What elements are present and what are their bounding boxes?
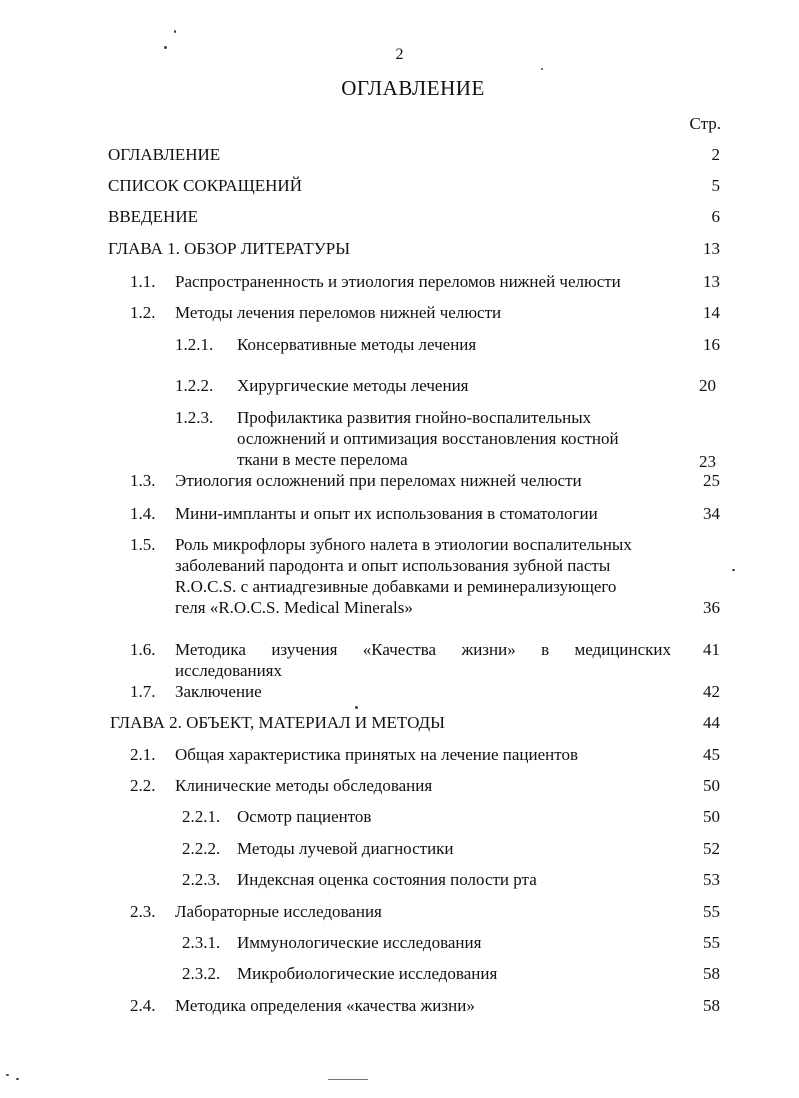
scan-speck [6,1074,9,1076]
toc-entry-title: ГЛАВА 2. ОБЪЕКТ, МАТЕРИАЛ И МЕТОДЫ [110,713,445,732]
toc-entry-page: 16 [703,335,720,354]
toc-entry-number: 2.2. [130,776,156,795]
toc-entry-page: 41 [703,640,720,659]
toc-entry [110,712,720,734]
page-column-label: Стр. [689,114,721,133]
toc-entry [182,838,720,860]
toc-entry [130,775,720,797]
toc-entry-title: Микробиологические исследования [237,964,498,983]
toc-entry-title: Индексная оценка состояния полости рта [237,870,537,889]
toc-entry [130,470,720,492]
toc-entry-title: Профилактика развития гнойно-воспалительных осложнений и оптимизация восстановления костной ткани в месте перелома [237,408,619,469]
toc-entry-number: 1.2.2. [175,376,214,395]
toc-entry-number: 1.2.1. [175,335,214,354]
toc-entry [182,932,720,954]
toc-entry [130,639,720,681]
toc-entry [108,175,720,197]
page-number: 2 [395,46,404,63]
toc-entry-title: ГЛАВА 1. ОБЗОР ЛИТЕРАТУРЫ [108,239,351,258]
scan-mark [328,1079,368,1080]
toc-entry-title: СПИСОК СОКРАЩЕНИЙ [108,176,302,195]
toc-entry [182,963,720,985]
toc-entry-title: Заключение [175,682,262,701]
toc-entry-number: 2.2.3. [182,870,221,889]
toc-entry-number: 1.1. [130,272,156,291]
toc-entry-title: Осмотр пациентов [237,807,372,826]
toc-entry-title: Мини-импланты и опыт их использования в стоматологии [175,504,598,523]
toc-entry [108,144,720,166]
toc-entry-page: 25 [703,471,720,490]
toc-entry-number: 1.2.3. [175,408,214,427]
toc-entry [175,407,720,471]
toc-entry [130,271,720,293]
toc-entry-number: 1.3. [130,471,156,490]
toc-entry-number: 2.3. [130,902,156,921]
toc-entry-title: Методы лечения переломов нижней челюсти [175,303,502,322]
toc-entry [182,869,720,891]
toc-entry-page: 13 [703,239,720,258]
toc-entry-page: 6 [711,207,720,226]
toc-entry [130,744,720,766]
scan-speck [541,68,543,70]
toc-entry-number: 2.3.1. [182,933,221,952]
toc-entry [130,901,720,923]
toc-entry-page: 13 [703,272,720,291]
scan-speck [355,706,358,709]
toc-entry [130,302,720,324]
toc-entry [175,334,720,356]
toc-entry-title: Методы лучевой диагностики [237,839,454,858]
toc-entry-number: 2.1. [130,745,156,764]
toc-entry [108,206,720,228]
toc-entry-page: 42 [703,682,720,701]
toc-entry-page: 50 [703,807,720,826]
scan-speck [16,1078,19,1080]
toc-entry-page: 55 [703,902,720,921]
toc-entry-page: 34 [703,504,720,523]
toc-entry-title: Методика определения «качества жизни» [175,996,475,1015]
toc-entry-number: 1.2. [130,303,156,322]
scan-speck [164,46,167,49]
toc-entry-title: Роль микрофлоры зубного налета в этиологии воспалительных заболеваний пародонта и опыт использования зубной пасты R.O.C.S. с антиадгезивные добавками и реминерализующего геля «R.O.C.S. Medical Minerals» [175,535,632,617]
toc-entry-page: 58 [703,996,720,1015]
toc-entry-title: Этиология осложнений при переломах нижней челюсти [175,471,582,490]
toc-entry-page: 2 [711,145,720,164]
toc-entry-number: 1.4. [130,504,156,523]
toc-entry [130,534,720,640]
toc-entry-title: Лабораторные исследования [175,902,382,921]
toc-entry-number: 2.2.2. [182,839,221,858]
toc-entry [108,238,720,260]
toc-entry-page: 50 [703,776,720,795]
toc-entry-page: 45 [703,745,720,764]
toc-entry-title: Клинические методы обследования [175,776,433,795]
toc-entry-title: Распространенность и этиология переломов нижней челюсти [175,272,621,291]
toc-entry-title: Иммунологические исследования [237,933,482,952]
toc-entry-number: 1.5. [130,535,156,554]
toc-entry [175,375,720,397]
toc-entry-page: 58 [703,964,720,983]
toc-entry-title: ОГЛАВЛЕНИЕ [108,145,221,164]
toc-entry-title: Методика изучения «Качества жизни» в медицинских исследованиях [175,640,671,680]
toc-entry-number: 1.6. [130,640,156,659]
toc-entry [130,995,720,1017]
toc-entry-page: 36 [703,598,720,617]
page-title: ОГЛАВЛЕНИЕ [341,76,485,100]
toc-entry-number: 2.2.1. [182,807,221,826]
toc-entry-page: 55 [703,933,720,952]
toc-entry-number: 2.4. [130,996,156,1015]
toc-entry-page: 14 [703,303,720,322]
toc-entry-page: 52 [703,839,720,858]
toc-entry-title: ВВЕДЕНИЕ [108,207,198,226]
scan-speck [732,569,735,571]
toc-entry-page: 44 [703,713,720,732]
toc-entry [130,681,720,703]
toc-entry-title: Хирургические методы лечения [237,376,469,395]
scan-speck [174,30,176,33]
toc-entry [182,806,720,828]
toc-entry-number: 1.7. [130,682,156,701]
toc-entry-page: 5 [711,176,720,195]
toc-entry-title: Консервативные методы лечения [237,335,477,354]
toc-entry [130,503,720,525]
toc-entry-title: Общая характеристика принятых на лечение пациентов [175,745,578,764]
toc-entry-page: 20 [699,376,716,395]
toc-entry-page: 23 [699,452,716,471]
toc-entry-number: 2.3.2. [182,964,221,983]
toc-entry-page: 53 [703,870,720,889]
